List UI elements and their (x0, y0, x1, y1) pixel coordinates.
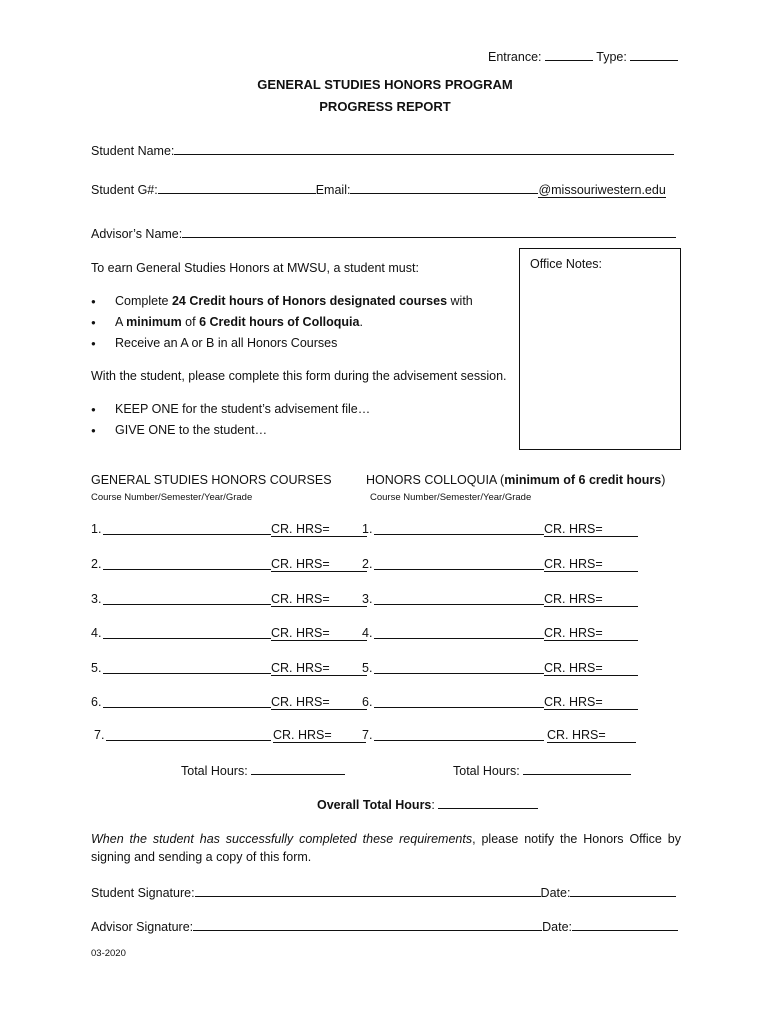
course-row (0, 661, 770, 677)
page-subtitle: PROGRESS REPORT (319, 99, 451, 114)
advisor-name-field[interactable] (182, 225, 676, 238)
colloquia-course-number: 4. (362, 626, 373, 640)
advisement-list (91, 402, 370, 444)
form-code: 03-2020 (91, 948, 126, 959)
gs-crhrs[interactable]: CR. HRS= (273, 728, 366, 743)
colloquia-crhrs[interactable]: CR. HRS= (544, 557, 638, 572)
office-notes-label: Office Notes: (530, 257, 603, 271)
course-row (0, 592, 770, 608)
colloquia-course-field[interactable] (374, 661, 544, 674)
colloquia-crhrs[interactable]: CR. HRS= (544, 592, 638, 607)
colloquia-course-number: 7. (362, 728, 373, 742)
gs-course-number: 4. (91, 626, 102, 640)
gs-crhrs[interactable]: CR. HRS= (271, 695, 367, 710)
gs-course-field[interactable] (106, 728, 271, 741)
advisor-date-field[interactable] (572, 918, 678, 931)
gs-crhrs[interactable]: CR. HRS= (271, 592, 367, 607)
advisement-intro: With the student, please complete this form during the advisement session. (91, 369, 507, 383)
colloquia-course-field[interactable] (374, 557, 544, 570)
overall-total-hours: Overall Total Hours: (317, 796, 538, 812)
student-signature-field[interactable] (195, 884, 541, 897)
gs-course-field[interactable] (103, 557, 271, 570)
closing-instructions: When the student has successfully completed these requirements, please notify the Honors Office by signing and sending a copy of this form. (91, 832, 681, 864)
gs-course-field[interactable] (103, 695, 271, 708)
list-item: ● GIVE ONE to the student… (91, 423, 370, 444)
email-domain: @missouriwestern.edu (538, 183, 666, 197)
gs-course-number: 2. (91, 557, 102, 571)
colloquia-heading: HONORS COLLOQUIA (minimum of 6 credit hours) (366, 473, 666, 487)
colloquia-course-field[interactable] (374, 592, 544, 605)
requirements-list (91, 294, 473, 357)
gs-course-number: 6. (91, 695, 102, 709)
student-name-field[interactable] (174, 142, 674, 155)
course-row (0, 522, 770, 538)
colloquia-crhrs[interactable]: CR. HRS= (544, 695, 638, 710)
gs-crhrs[interactable]: CR. HRS= (271, 522, 367, 537)
gs-crhrs[interactable]: CR. HRS= (271, 661, 367, 676)
colloquia-crhrs[interactable]: CR. HRS= (547, 728, 636, 743)
student-name-label: Student Name: (91, 144, 175, 158)
advisor-signature-field[interactable] (193, 918, 542, 931)
gs-course-number: 3. (91, 592, 102, 606)
colloquia-course-field[interactable] (374, 728, 544, 741)
colloquia-crhrs[interactable]: CR. HRS= (544, 626, 638, 641)
entrance-label: Entrance: (488, 50, 542, 64)
colloquia-crhrs[interactable]: CR. HRS= (544, 522, 638, 537)
colloquia-crhrs[interactable]: CR. HRS= (544, 661, 638, 676)
student-name-row (91, 142, 674, 158)
student-id-email-row (91, 181, 666, 197)
colloquia-course-number: 5. (362, 661, 373, 675)
gs-course-field[interactable] (103, 592, 271, 605)
gs-total-field[interactable] (251, 762, 345, 775)
gs-course-field[interactable] (103, 661, 271, 674)
gs-courses-heading: GENERAL STUDIES HONORS COURSES (91, 473, 332, 487)
overall-total-field[interactable] (438, 796, 538, 809)
entrance-type-header (488, 48, 678, 64)
course-row (0, 626, 770, 642)
colloquia-course-number: 1. (362, 522, 373, 536)
colloquia-course-number: 3. (362, 592, 373, 606)
requirements-intro: To earn General Studies Honors at MWSU, a student must: (91, 261, 419, 275)
colloquia-total-hours: Total Hours: (453, 762, 631, 778)
list-item: ● A minimum of 6 Credit hours of Colloquia. (91, 315, 473, 336)
entrance-field[interactable] (545, 48, 593, 61)
colloquia-course-field[interactable] (374, 626, 544, 639)
colloquia-course-number: 2. (362, 557, 373, 571)
page-title: GENERAL STUDIES HONORS PROGRAM (257, 77, 513, 92)
list-item: ● Complete 24 Credit hours of Honors designated courses with (91, 294, 473, 315)
gs-courses-subheading: Course Number/Semester/Year/Grade (91, 492, 253, 503)
course-row (0, 728, 770, 744)
gs-crhrs[interactable]: CR. HRS= (271, 626, 367, 641)
list-item: ● KEEP ONE for the student’s advisement file… (91, 402, 370, 423)
gs-course-number: 1. (91, 522, 102, 536)
colloquia-course-field[interactable] (374, 522, 544, 535)
course-row (0, 695, 770, 711)
colloquia-course-field[interactable] (374, 695, 544, 708)
office-notes-box[interactable] (519, 248, 681, 450)
student-signature-row: Student Signature: Date: (91, 884, 676, 900)
gs-course-number: 5. (91, 661, 102, 675)
type-label: Type: (596, 50, 627, 64)
type-field[interactable] (630, 48, 678, 61)
student-date-field[interactable] (570, 884, 676, 897)
advisor-signature-row: Advisor Signature: Date: (91, 918, 678, 934)
colloquia-subheading: Course Number/Semester/Year/Grade (370, 492, 532, 503)
list-item: ● Receive an A or B in all Honors Courses (91, 336, 473, 357)
gs-crhrs[interactable]: CR. HRS= (271, 557, 367, 572)
student-g-label: Student G#: (91, 183, 158, 197)
advisor-name-row (91, 225, 676, 241)
gs-course-field[interactable] (103, 522, 271, 535)
colloquia-total-field[interactable] (523, 762, 631, 775)
email-label: Email: (315, 183, 351, 197)
gs-course-field[interactable] (103, 626, 271, 639)
course-row (0, 557, 770, 573)
colloquia-course-number: 6. (362, 695, 373, 709)
gs-total-hours: Total Hours: (181, 762, 345, 778)
advisor-name-label: Advisor’s Name: (91, 227, 183, 241)
student-g-field[interactable] (158, 181, 316, 194)
email-field[interactable] (350, 181, 538, 194)
gs-course-number: 7. (94, 728, 105, 742)
